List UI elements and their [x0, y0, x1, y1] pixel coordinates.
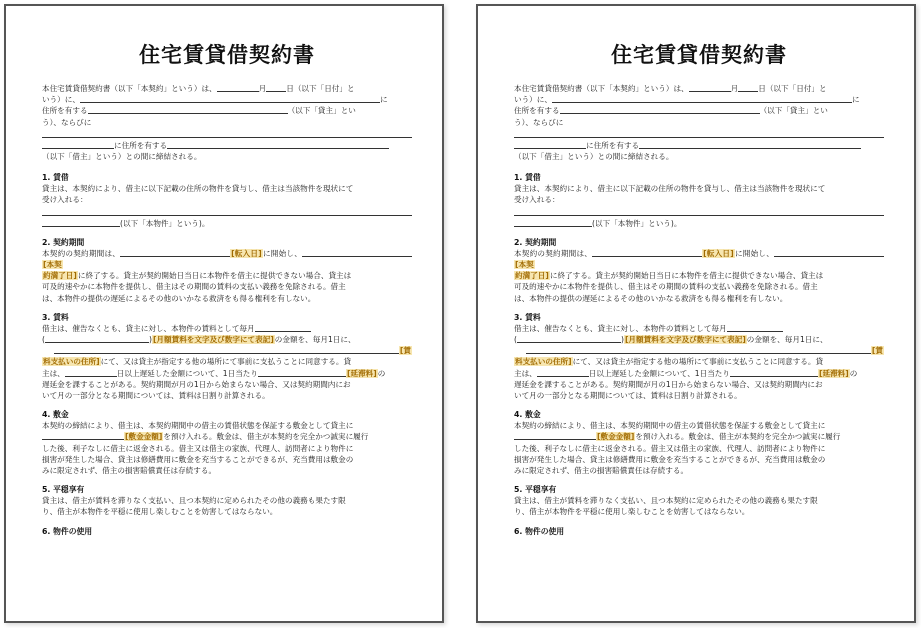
section-text: 可及的速やかに本物件を提供し、借主はその期間の賃料の支払い義務を免除される。借主 — [514, 282, 818, 292]
section-text: 貸主は、借主が賃料を滞りなく支払い、且つ本契約に定められたその他の義務も果たす限 — [514, 496, 818, 506]
placeholder-field: [本契 — [515, 260, 534, 270]
section-text: 借主は、催告なくとも、貸主に対し、本物件の賃料として毎月 — [514, 323, 884, 334]
section-heading: 4. 敷金 — [42, 410, 69, 420]
placeholder-field: [月額賃料を文字及び数字にて表記] — [152, 335, 274, 345]
intro-line-6: （以下「借主」という）との間に締結される。 — [42, 152, 202, 162]
section-text: (以下「本物件」という)。 — [514, 218, 884, 229]
intro-line-4: う）、ならびに — [514, 117, 564, 127]
placeholder-field: [賃 — [871, 346, 883, 356]
section-text: 料支払いの住所]にて、又は貸主が指定する他の場所にて事前に支払うことに同意する。貸 — [515, 357, 824, 367]
section-heading: 3. 賃料 — [42, 312, 69, 322]
section-text: した後、利子なしに借主に返金される。借主又は借主の家族、代理人、訪問者により物件に — [514, 443, 826, 453]
placeholder-field: [本契 — [43, 260, 62, 270]
intro-line-5: に住所を有する — [514, 140, 884, 151]
placeholder-field: [延滞料] — [347, 368, 377, 378]
intro-line-4: う）、ならびに — [42, 117, 92, 127]
placeholder-field: 約満了日] — [515, 271, 549, 281]
document-page-right — [476, 4, 916, 623]
section-heading: 5. 平穏享有 — [514, 485, 557, 495]
section-text: 借主は、催告なくとも、貸主に対し、本物件の賃料として毎月 — [42, 323, 412, 334]
section-text: 貸主は、本契約により、借主に以下記載の住所の物件を貸与し、借主は当該物件を現状にて — [514, 184, 826, 194]
placeholder-field: [延滞料] — [819, 368, 849, 378]
section-heading: 4. 敷金 — [514, 410, 541, 420]
section-heading: 1. 賃借 — [514, 173, 541, 183]
section-text: り、借主が本物件を平穏に使用し楽しむことを妨害してはならない。 — [514, 507, 750, 517]
section-text: 受け入れる： — [42, 195, 88, 205]
page-content — [514, 39, 884, 537]
intro-line-2: いう）に、 に — [514, 95, 860, 105]
section-text: 主は、 日以上遅延した金額について、1日当たり [延滞料]の — [514, 368, 858, 378]
intro-line-1: 本住宅賃貸借契約書（以下「本契約」という）は、 月 日（以下「日付」と — [514, 84, 827, 93]
section-text: は、本物件の提供の遅延によるその他のいかなる救済をも得る権利を有しない。 — [514, 293, 788, 303]
section-text: 約満了日]に終了する。貸主が契約開始日当日に本物件を借主に提供できない場合、貸主は — [43, 271, 352, 281]
section-text: 受け入れる： — [514, 195, 560, 205]
intro-line-1: 本住宅賃貸借契約書（以下「本契約」という）は、 月 日（以下「日付」と — [42, 84, 355, 93]
section-text: いて月の一部分となる期間については、賃料は日割り計算される。 — [42, 391, 270, 401]
section-text: 可及的速やかに本物件を提供し、借主はその期間の賃料の支払い義務を免除される。借主 — [42, 282, 346, 292]
section-text: 本契約の契約期間は、 [転入日]に開始し、[本契 — [42, 248, 412, 270]
document-title: 住宅賃貸借契約書 — [139, 43, 315, 67]
section-heading: 1. 賃借 — [42, 173, 69, 183]
section-text: 貸主は、借主が賃料を滞りなく支払い、且つ本契約に定められたその他の義務も果たす限 — [42, 496, 346, 506]
intro-line-6: （以下「借主」という）との間に締結される。 — [514, 152, 674, 162]
section-text: 約満了日]に終了する。貸主が契約開始日当日に本物件を借主に提供できない場合、貸主は — [515, 271, 824, 281]
section-text: ( )[月額賃料を文字及び数字にて表記]の金額を、毎月1日に、 — [42, 335, 356, 345]
document-page-left — [4, 4, 444, 623]
section-text: 遅延金を課することがある。契約期間が月の1日から始まらない場合、又は契約期間内にお — [514, 379, 823, 389]
section-heading: 5. 平穏享有 — [42, 485, 85, 495]
placeholder-field: [敷金金額] — [125, 432, 163, 442]
section-text: みに限定されず、借主の損害賠償責任は存続する。 — [514, 466, 689, 476]
section-text: ( )[月額賃料を文字及び数字にて表記]の金額を、毎月1日に、 — [514, 335, 828, 345]
section-text: した後、利子なしに借主に返金される。借主又は借主の家族、代理人、訪問者により物件に — [42, 443, 354, 453]
section-text — [42, 345, 412, 356]
placeholder-field: [転入日] — [231, 248, 262, 258]
section-text: 遅延金を課することがある。契約期間が月の1日から始まらない場合、又は契約期間内にお — [42, 379, 351, 389]
document-title: 住宅賃貸借契約書 — [611, 43, 787, 67]
section-text: [敷金金額]を預け入れる。敷金は、借主が本契約を完全かつ誠実に履行 — [514, 431, 884, 442]
blank-line — [514, 128, 884, 138]
section-heading: 3. 賃料 — [514, 312, 541, 322]
blank-line — [42, 206, 412, 216]
placeholder-field: [賃 — [399, 346, 411, 356]
placeholder-field: [月額賃料を文字及び数字にて表記] — [624, 335, 746, 345]
section-text: (以下「本物件」という)。 — [42, 218, 412, 229]
section-text: [敷金金額]を預け入れる。敷金は、借主が本契約を完全かつ誠実に履行 — [42, 431, 412, 442]
intro-line-5: に住所を有する — [42, 140, 412, 151]
section-heading: 6. 物件の使用 — [42, 526, 93, 536]
section-text: 料支払いの住所]にて、又は貸主が指定する他の場所にて事前に支払うことに同意する。貸 — [43, 357, 352, 367]
section-text: 本契約の締結により、借主は、本契約期間中の借主の賃借状態を保証する敷金として貸主に — [514, 421, 826, 431]
section-text: 本契約の締結により、借主は、本契約期間中の借主の賃借状態を保証する敷金として貸主に — [42, 421, 354, 431]
section-text: いて月の一部分となる期間については、賃料は日割り計算される。 — [514, 391, 742, 401]
section-text: 本契約の契約期間は、 [転入日]に開始し、[本契 — [514, 248, 884, 270]
intro-line-2: いう）に、 に — [42, 95, 388, 105]
blank-line — [514, 206, 884, 216]
section-text: みに限定されず、借主の損害賠償責任は存続する。 — [42, 466, 217, 476]
intro-line-3: 住所を有する （以下「貸主」とい — [42, 106, 356, 116]
section-heading: 2. 契約期間 — [42, 237, 85, 247]
page-content — [42, 39, 412, 537]
blank-line — [42, 128, 412, 138]
section-heading: 2. 契約期間 — [514, 237, 557, 247]
section-text: は、本物件の提供の遅延によるその他のいかなる救済をも得る権利を有しない。 — [42, 293, 316, 303]
section-text: 主は、 日以上遅延した金額について、1日当たり [延滞料]の — [42, 368, 386, 378]
placeholder-field: [転入日] — [703, 248, 734, 258]
section-text: 損害が発生した場合、貸主は修繕費用に敷金を充当することができるが、充当費用は敷金の — [42, 454, 354, 464]
section-text: り、借主が本物件を平穏に使用し楽しむことを妨害してはならない。 — [42, 507, 278, 517]
section-text: 損害が発生した場合、貸主は修繕費用に敷金を充当することができるが、充当費用は敷金の — [514, 454, 826, 464]
intro-line-3: 住所を有する （以下「貸主」とい — [514, 106, 828, 116]
section-text — [514, 345, 884, 356]
section-heading: 6. 物件の使用 — [514, 526, 565, 536]
placeholder-field: 料支払いの住所] — [515, 357, 572, 367]
section-text: 貸主は、本契約により、借主に以下記載の住所の物件を貸与し、借主は当該物件を現状にて — [42, 184, 354, 194]
placeholder-field: 約満了日] — [43, 271, 77, 281]
placeholder-field: [敷金金額] — [597, 432, 635, 442]
placeholder-field: 料支払いの住所] — [43, 357, 100, 367]
